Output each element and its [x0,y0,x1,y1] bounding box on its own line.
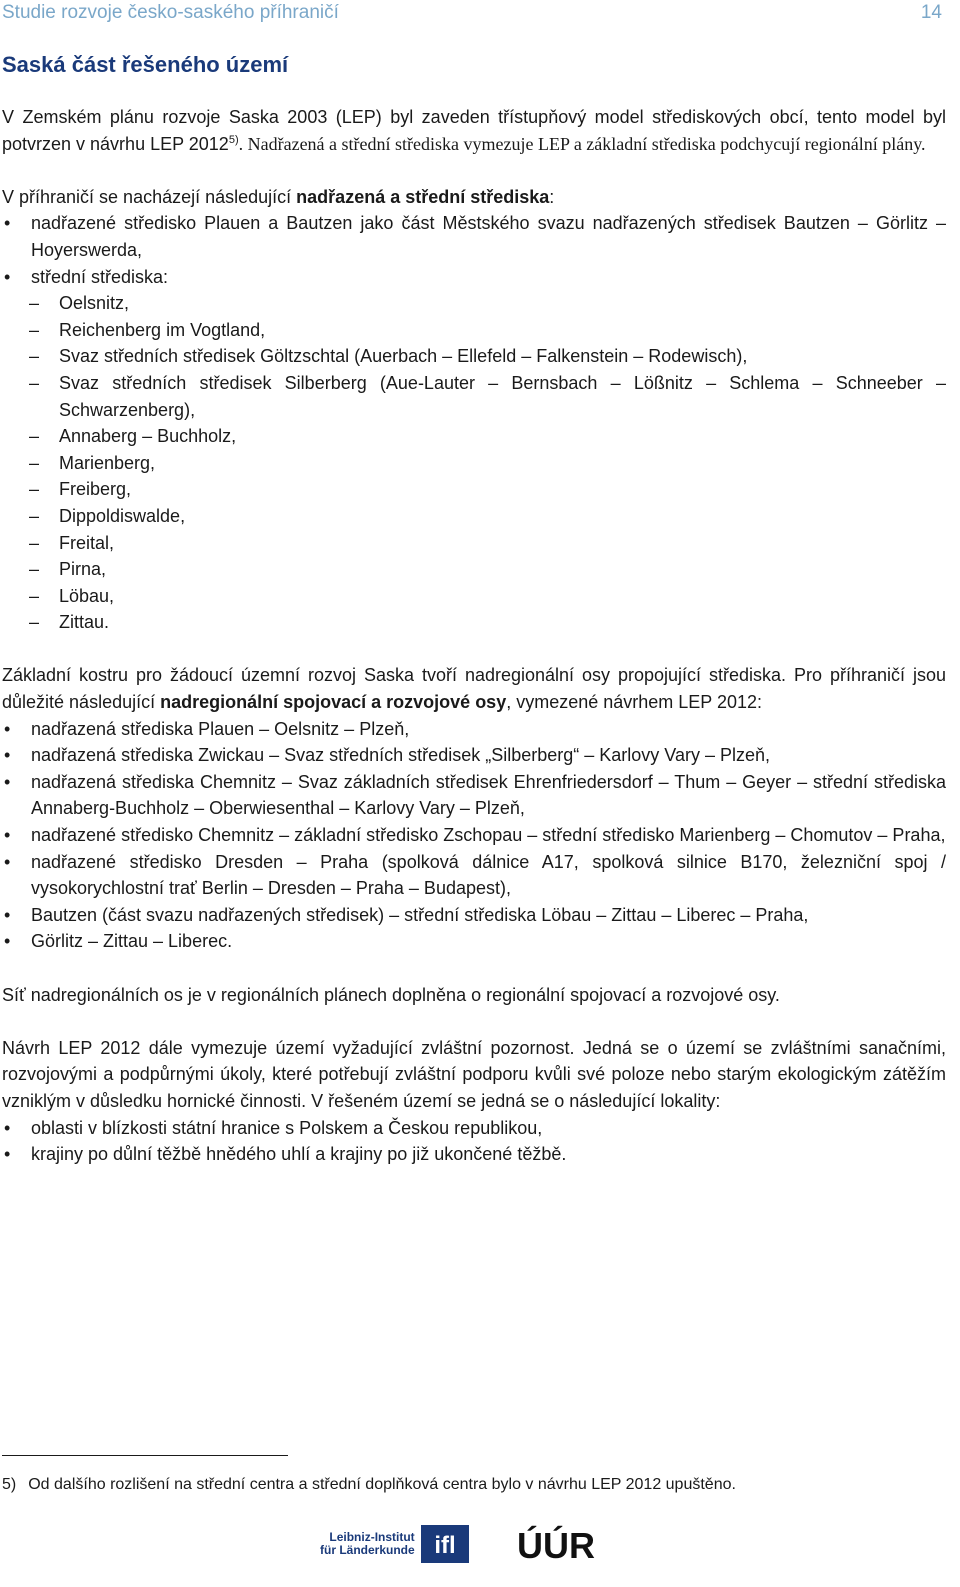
footnote [2,1476,736,1494]
sublist-item: – Oelsnitz, [2,290,946,317]
list-item: • krajiny po důlní těžbě hnědého uhlí a krajiny po již ukončené těžbě. [2,1141,946,1168]
sublist-item: – Freital, [2,530,946,557]
ifl-logo-mark [421,1525,469,1563]
special-paragraph: Návrh LEP 2012 dále vymezuje území vyžadující zvláštní pozornost. Jedná se o území se zvláštními sanačními, rozvojovými a podpůrnými úkoly, které potřebují zvláštní podporu kvůli své poloze nebo starým ekologickým zátěžím vzniklým v důsledku hornické činnosti. V řešeném území se jedná se o následující lokality: [2,1037,946,1111]
axes-text: Základní kostru pro žádoucí územní rozvoj Saska tvoří nadregionální osy propojující střediska. Pro příhraničí jsou důležité následující [2,665,946,713]
ifl-logo-line1: Leibniz-Institut [329,1530,415,1544]
footnote-ref: 5) [228,133,239,146]
intro-paragraph [2,104,946,157]
sublist-item: – Svaz středních středisek Silberberg (Aue-Lauter – Bernsbach – Lößnitz – Schlema – Schneeber – Schwarzenberg), [2,370,946,423]
ifl-logo-line2: für Länderkunde [320,1543,415,1557]
intro-text-b: . Nadřazená a střední střediska vymezuje LEP a základní střediska podchycují regionální plány. [238,133,926,154]
list-item: • nadřazená střediska Chemnitz – Svaz základních středisek Ehrenfriedersdorf – Thum – Geyer – střední střediska Annaberg-Buchholz – Oberwiesenthal – Karlovy Vary – Plzeň, [2,769,946,822]
list-item: • nadřazená střediska Plauen – Oelsnitz – Plzeň, [2,716,946,743]
list-item: • Görlitz – Zittau – Liberec. [2,928,946,955]
centers-list [2,210,946,290]
sublist-item: – Zittau. [2,609,946,636]
list-item [2,264,946,291]
sublist-item: – Löbau, [2,583,946,610]
special-list [2,1115,946,1168]
svg-text:ifl: ifl [434,1532,456,1559]
uur-logo [517,1524,603,1564]
sublist-item: – Svaz středních středisek Göltzschtal (Auerbach – Ellefeld – Falkenstein – Rodewisch), [2,343,946,370]
svg-text:ÚÚR: ÚÚR [516,1525,595,1564]
running-header-title: Studie rozvoje česko-saského příhraničí [2,2,339,23]
ifl-logo-text [320,1531,415,1557]
list-item: • oblasti v blízkosti státní hranice s Polskem a Českou republikou, [2,1115,946,1142]
ifl-logo [320,1525,469,1563]
axes-text-end: , vymezené návrhem LEP 2012: [506,692,763,713]
middle-centers-sublist [2,290,946,636]
footnote-text: Od dalšího rozlišení na střední centra a střední doplňková centra bylo v návrhu LEP 2012 upuštěno. [28,1476,736,1493]
sublist-item: – Marienberg, [2,450,946,477]
axes-bold: nadregionální spojovací a rozvojové osy [160,692,507,713]
centers-lead-bold: nadřazená a střední střediska [296,186,550,207]
running-header [2,2,942,24]
footnote-marker: 5) [2,1476,17,1493]
sublist-item: – Annaberg – Buchholz, [2,423,946,450]
sublist-item: – Dippoldiswalde, [2,503,946,530]
list-item: • nadřazené středisko Plauen a Bautzen jako část Městského svazu nadřazených středisek Bautzen – Görlitz – Hoyerswerda, [2,210,946,263]
centers-lead-end: : [549,186,555,207]
list-item: • Bautzen (část svazu nadřazených středisek) – střední střediska Löbau – Zittau – Liberec – Praha, [2,902,946,929]
sublist-item: – Reichenberg im Vogtland, [2,317,946,344]
body-text [2,104,946,1194]
page-number: 14 [920,2,942,23]
list-item-label: střední střediska: [31,266,169,287]
sublist-item: – Pirna, [2,556,946,583]
centers-lead-text: V příhraničí se nacházejí následující [2,186,297,207]
list-item: • nadřazené středisko Chemnitz – základní středisko Zschopau – střední středisko Marienberg – Chomutov – Praha, [2,822,946,849]
axes-list [2,716,946,955]
section-title: Saská část řešeného území [2,52,289,77]
logo-row [320,1524,603,1564]
axes-paragraph [2,662,946,715]
intro-text-a: V Zemském plánu rozvoje Saska 2003 (LEP) byl zaveden třístupňový model střediskových obcí, tento model byl potvrzen v návrhu LEP 2012 [2,107,946,154]
centers-lead [2,184,946,211]
sublist-item: – Freiberg, [2,476,946,503]
list-item: • nadřazené středisko Dresden – Praha (spolková dálnice A17, spolková silnice B170, železniční spoj / vysokorychlostní trať Berlin – Dresden – Praha – Budapest), [2,849,946,902]
list-item: • nadřazená střediska Zwickau – Svaz středních středisek „Silberberg“ – Karlovy Vary – Plzeň, [2,742,946,769]
network-paragraph: Síť nadregionálních os je v regionálních plánech doplněna o regionální spojovací a rozvojové osy. [2,984,780,1005]
footnote-separator [2,1455,288,1456]
